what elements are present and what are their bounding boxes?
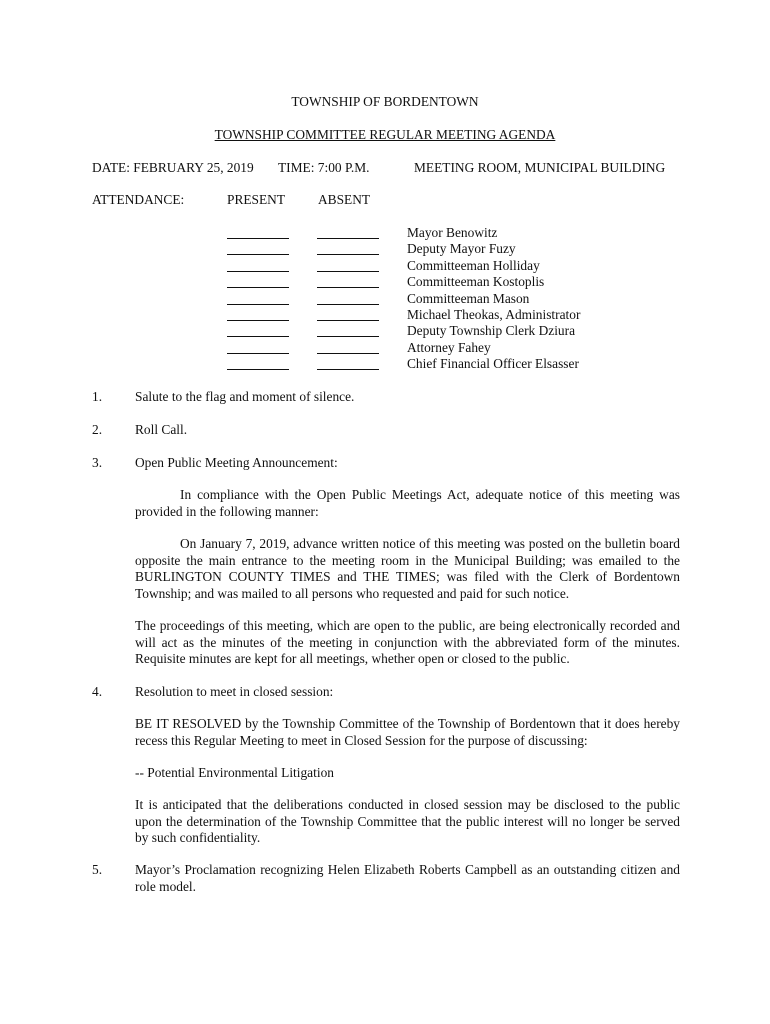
attendee-name: Attorney Fahey (407, 339, 491, 355)
attendance-label: ATTENDANCE: (92, 192, 185, 207)
present-blank[interactable] (227, 336, 289, 337)
attendee-name: Committeeman Mason (407, 290, 530, 306)
paragraph: The proceedings of this meeting, which are open to the public, are being electronically recorded and will act as the minutes of the meeting in conjunction with the abbreviated form of the minutes. Requisite minutes are kept for all meetings, whether open or closed to the public. (135, 618, 680, 667)
attendee-name: Deputy Township Clerk Dziura (407, 323, 576, 339)
absent-blank[interactable] (317, 238, 379, 239)
attendee-name: Mayor Benowitz (407, 225, 498, 240)
meeting-date: DATE: FEBRUARY 25, 2019 (92, 160, 254, 175)
present-blank[interactable] (227, 353, 289, 354)
absent-blank[interactable] (317, 320, 379, 321)
attendee-name: Chief Financial Officer Elsasser (407, 356, 579, 372)
absent-blank[interactable] (317, 304, 379, 305)
paragraph: -- Potential Environmental Litigation (135, 765, 334, 780)
attendee-name: Deputy Mayor Fuzy (407, 241, 516, 257)
meeting-time: TIME: 7:00 P.M. (278, 160, 370, 175)
paragraph: BE IT RESOLVED by the Township Committee of the Township of Bordentown that it does hereby recess this Regular Meeting to meet in Closed Session for the purpose of discussing: (135, 716, 680, 748)
present-blank[interactable] (227, 304, 289, 305)
item-number: 5. (92, 862, 103, 877)
absent-blank[interactable] (317, 254, 379, 255)
absent-label: ABSENT (318, 192, 371, 207)
present-blank[interactable] (227, 254, 289, 255)
attendee-name: Michael Theokas, Administrator (407, 307, 581, 322)
item-number: 3. (92, 455, 103, 470)
present-blank[interactable] (227, 238, 289, 239)
item-number: 2. (92, 422, 103, 437)
item-text: Open Public Meeting Announcement: (135, 455, 338, 470)
absent-blank[interactable] (317, 271, 379, 272)
item-number: 1. (92, 389, 103, 404)
item-text: Resolution to meet in closed session: (135, 684, 334, 699)
agenda-title: TOWNSHIP COMMITTEE REGULAR MEETING AGENDA (214, 127, 556, 142)
paragraph: In compliance with the Open Public Meetings Act, adequate notice of this meeting was provided in the following manner: (135, 487, 680, 519)
township-heading: TOWNSHIP OF BORDENTOWN (291, 94, 479, 109)
attendee-name: Committeeman Kostoplis (407, 274, 545, 290)
meeting-location: MEETING ROOM, MUNICIPAL BUILDING (414, 160, 666, 175)
absent-blank[interactable] (317, 369, 379, 370)
paragraph: On January 7, 2019, advance written notice of this meeting was posted on the bulletin board opposite the main entrance to the meeting room in the Municipal Building; was emailed to the BURLINGTON COUNTY TIMES and THE TIMES; was filed with the Clerk of Bordentown Township; and was mailed to all persons who requested and paid for such notice. (135, 536, 680, 601)
present-blank[interactable] (227, 369, 289, 370)
present-blank[interactable] (227, 320, 289, 321)
attendee-name: Committeeman Holliday (407, 257, 540, 273)
present-blank[interactable] (227, 271, 289, 272)
absent-blank[interactable] (317, 353, 379, 354)
paragraph: It is anticipated that the deliberations conducted in closed session may be disclosed to the public upon the determination of the Township Committee that the public interest will no longer be served by such confidentiality. (135, 797, 680, 846)
absent-blank[interactable] (317, 287, 379, 288)
present-blank[interactable] (227, 287, 289, 288)
present-label: PRESENT (227, 192, 286, 207)
item-number: 4. (92, 684, 103, 699)
item-text: Roll Call. (135, 422, 188, 437)
item-text: Mayor’s Proclamation recognizing Helen Elizabeth Roberts Campbell as an outstanding citizen and role model. (135, 862, 680, 894)
absent-blank[interactable] (317, 336, 379, 337)
item-text: Salute to the flag and moment of silence. (135, 389, 355, 404)
